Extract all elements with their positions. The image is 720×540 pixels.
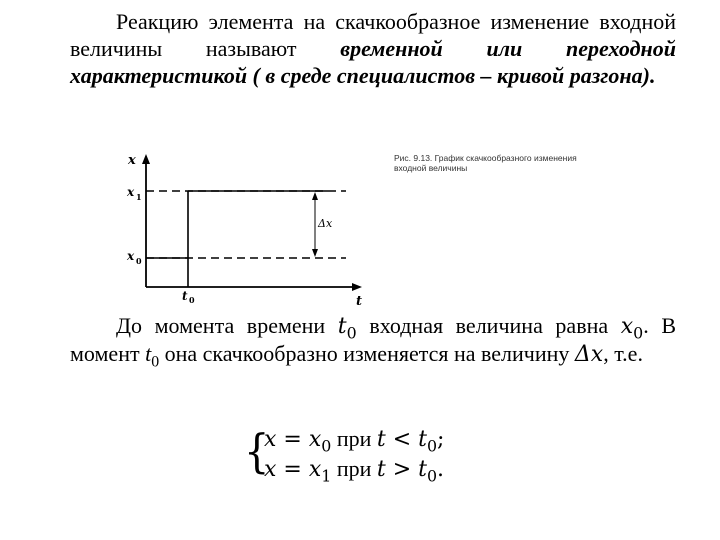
body-text-3: . В момент [70, 313, 676, 366]
eq2-lhs: x = x [264, 457, 322, 482]
y-axis-label: x [128, 153, 136, 168]
eq2-end: . [437, 457, 445, 482]
eq2-word: при [331, 456, 377, 481]
eq1-lhs-sub: 0 [321, 436, 332, 456]
eq1-end: ; [437, 427, 445, 452]
t0-subscript: 0 [346, 323, 357, 343]
delta-arrow-down [312, 249, 318, 257]
intro-text: Реакцию элемента на скачкообразное изменение входной величины называют [70, 9, 676, 61]
body-text-1: До момента времени [116, 313, 338, 338]
figure-caption: Рис. 9.13. График скачкообразного изменения входной величины [394, 153, 577, 173]
body-text-5: , т.е. [603, 341, 643, 366]
equation-row-1 [264, 426, 445, 456]
intro-term: временной или переходной характеристикой ( в среде специалистов – кривой разгона). [70, 36, 676, 88]
step-graph-svg [118, 150, 370, 310]
eq1-word: при [331, 426, 377, 451]
body-paragraph [70, 312, 676, 371]
eq1-cond-sub: 0 [426, 436, 438, 456]
eq1-lhs: x = x [264, 427, 322, 452]
x1-sub: 1 [136, 192, 142, 202]
x0-label: x [127, 249, 135, 263]
body-text-2: входная величина равна [356, 313, 621, 338]
t0-italic-symbol: t [145, 341, 152, 366]
intro-paragraph [70, 8, 676, 89]
t0-label: t [182, 289, 188, 303]
system-brace: { [244, 425, 270, 479]
delta-x-symbol: Δx [574, 342, 604, 367]
x0-subscript: 0 [633, 323, 644, 343]
t0-symbol: t [337, 314, 347, 339]
x0-sub: 0 [136, 256, 142, 266]
delta-arrow-up [312, 192, 318, 200]
delta-label: Δx [318, 217, 333, 230]
t0-sub: 0 [189, 295, 195, 305]
equation-system [244, 424, 544, 488]
t0-italic-subscript: 0 [151, 353, 160, 371]
eq2-cond: t > t [376, 457, 427, 482]
x-axis-label: t [356, 294, 363, 309]
eq1-cond: t < t [376, 427, 427, 452]
x1-label: x [127, 185, 135, 199]
eq2-cond-sub: 0 [426, 466, 438, 486]
step-graph [118, 150, 370, 310]
y-axis-arrow [142, 154, 150, 164]
body-text-4: она скачкообразно изменяется на величину [159, 341, 575, 366]
x0-symbol: x [620, 314, 634, 339]
equation-row-2 [264, 456, 445, 486]
x-axis-arrow [352, 283, 362, 291]
eq2-lhs-sub: 1 [321, 466, 332, 486]
